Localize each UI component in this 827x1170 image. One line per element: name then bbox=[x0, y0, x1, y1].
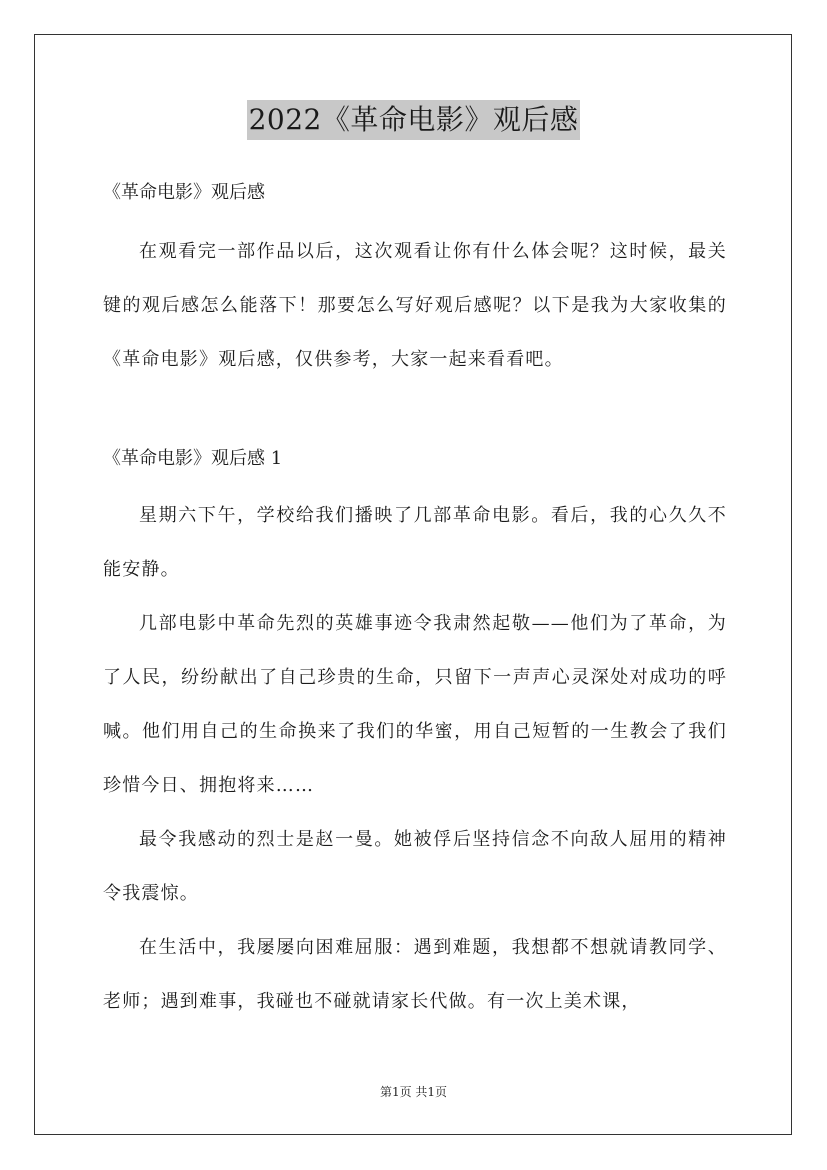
title-container bbox=[0, 100, 827, 140]
body-paragraph-1: 星期六下午，学校给我们播映了几部革命电影。看后，我的心久久不能安静。 bbox=[103, 505, 727, 580]
page-number: 第1页 共1页 bbox=[379, 1085, 448, 1099]
intro-heading: 《革命电影》观后感 bbox=[103, 182, 265, 203]
document-title: 2022《革命电影》观后感 bbox=[247, 100, 581, 140]
document-body bbox=[103, 171, 727, 1029]
body-paragraph-3: 最令我感动的烈士是赵一曼。她被俘后坚持信念不向敌人屈用的精神令我震惊。 bbox=[103, 829, 727, 904]
page-footer bbox=[0, 1083, 827, 1100]
intro-paragraph: 在观看完一部作品以后，这次观看让你有什么体会呢？这时候，最关键的观后感怎么能落下！那要怎么写好观后感呢？以下是我为大家收集的《革命电影》观后感，仅供参考，大家一起来看看吧。 bbox=[103, 241, 727, 370]
section-heading: 《革命电影》观后感 1 bbox=[103, 448, 283, 469]
body-paragraph-4: 在生活中，我屡屡向困难屈服：遇到难题，我想都不想就请教同学、老师；遇到难事，我碰也不碰就请家长代做。有一次上美术课， bbox=[103, 937, 727, 1012]
body-paragraph-2: 几部电影中革命先烈的英雄事迹令我肃然起敬——他们为了革命，为了人民，纷纷献出了自己珍贵的生命，只留下一声声心灵深处对成功的呼喊。他们用自己的生命换来了我们的华蜜，用自己短暂的一生教会了我们珍惜今日、拥抱将来…… bbox=[103, 613, 727, 796]
